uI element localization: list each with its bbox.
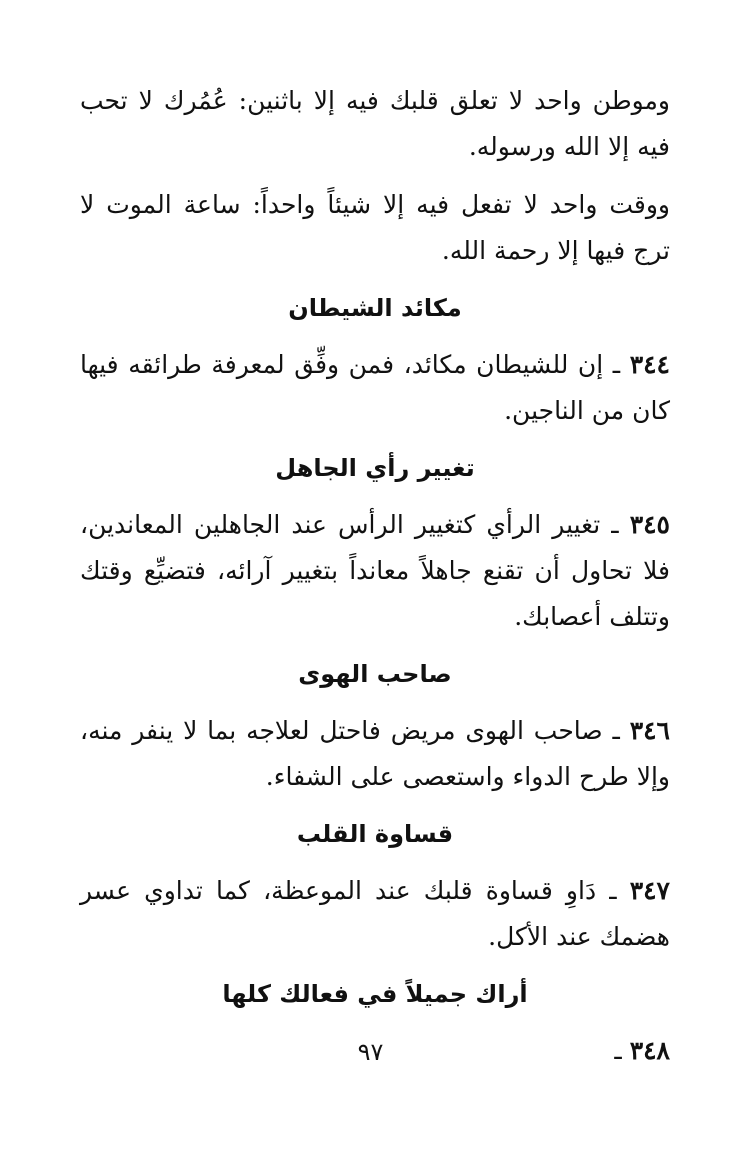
paragraph-dash: ـ — [596, 876, 617, 905]
paragraph-dash: ـ — [600, 510, 619, 539]
paragraph-dash: ـ — [614, 1036, 622, 1065]
numbered-paragraph — [80, 708, 670, 800]
numbered-paragraph — [80, 502, 670, 640]
paragraph-text: صاحب الهوى مريض فاحتل لعلاجه بما لا ينفر منه، وإلا طرح الدواء واستعصى على الشفاء. — [80, 716, 670, 791]
paragraph-number: ٣٤٦ — [629, 716, 670, 745]
section-heading: تغيير رأي الجاهل — [275, 454, 475, 482]
paragraph-dash: ـ — [602, 716, 620, 745]
section-heading: مكائد الشيطان — [288, 294, 462, 322]
section-heading: قساوة القلب — [296, 820, 454, 848]
paragraph-text: ووقت واحد لا تفعل فيه إلا شيئاً واحداً: ساعة الموت لا ترج فيها إلا رحمة الله. — [80, 190, 670, 265]
paragraph-text: دَاوِ قساوة قلبك عند الموعظة، كما تداوي عسر هضمك عند الأكل. — [80, 876, 670, 951]
section-heading: أراك جميلاً في فعالك كلها — [222, 980, 528, 1008]
page-body — [80, 78, 670, 1086]
paragraph-dash: ـ — [603, 350, 621, 379]
paragraph-text: إن للشيطان مكائد، فمن وفِّق لمعرفة طرائقه فيها كان من الناجين. — [80, 350, 670, 425]
paragraph-number: ٣٤٨ — [629, 1036, 670, 1065]
paragraph-number: ٣٤٧ — [629, 876, 670, 905]
paragraph-number: ٣٤٥ — [629, 510, 670, 539]
section-heading: صاحب الهوى — [298, 660, 452, 688]
paragraph-text: وموطن واحد لا تعلق قلبك فيه إلا باثنين: عُمُرك لا تحب فيه إلا الله ورسوله. — [80, 86, 670, 161]
page-number: ٩٧ — [357, 1038, 384, 1066]
paragraph — [80, 78, 670, 170]
numbered-paragraph — [80, 868, 670, 960]
paragraph-text: تغيير الرأي كتغيير الرأس عند الجاهلين المعاندين، فلا تحاول أن تقنع جاهلاً معانداً بتغيير آرائه، فتضيِّع وقتك وتتلف أعصابك. — [80, 510, 670, 631]
numbered-paragraph — [80, 342, 670, 434]
paragraph-number: ٣٤٤ — [629, 350, 670, 379]
paragraph — [80, 182, 670, 274]
